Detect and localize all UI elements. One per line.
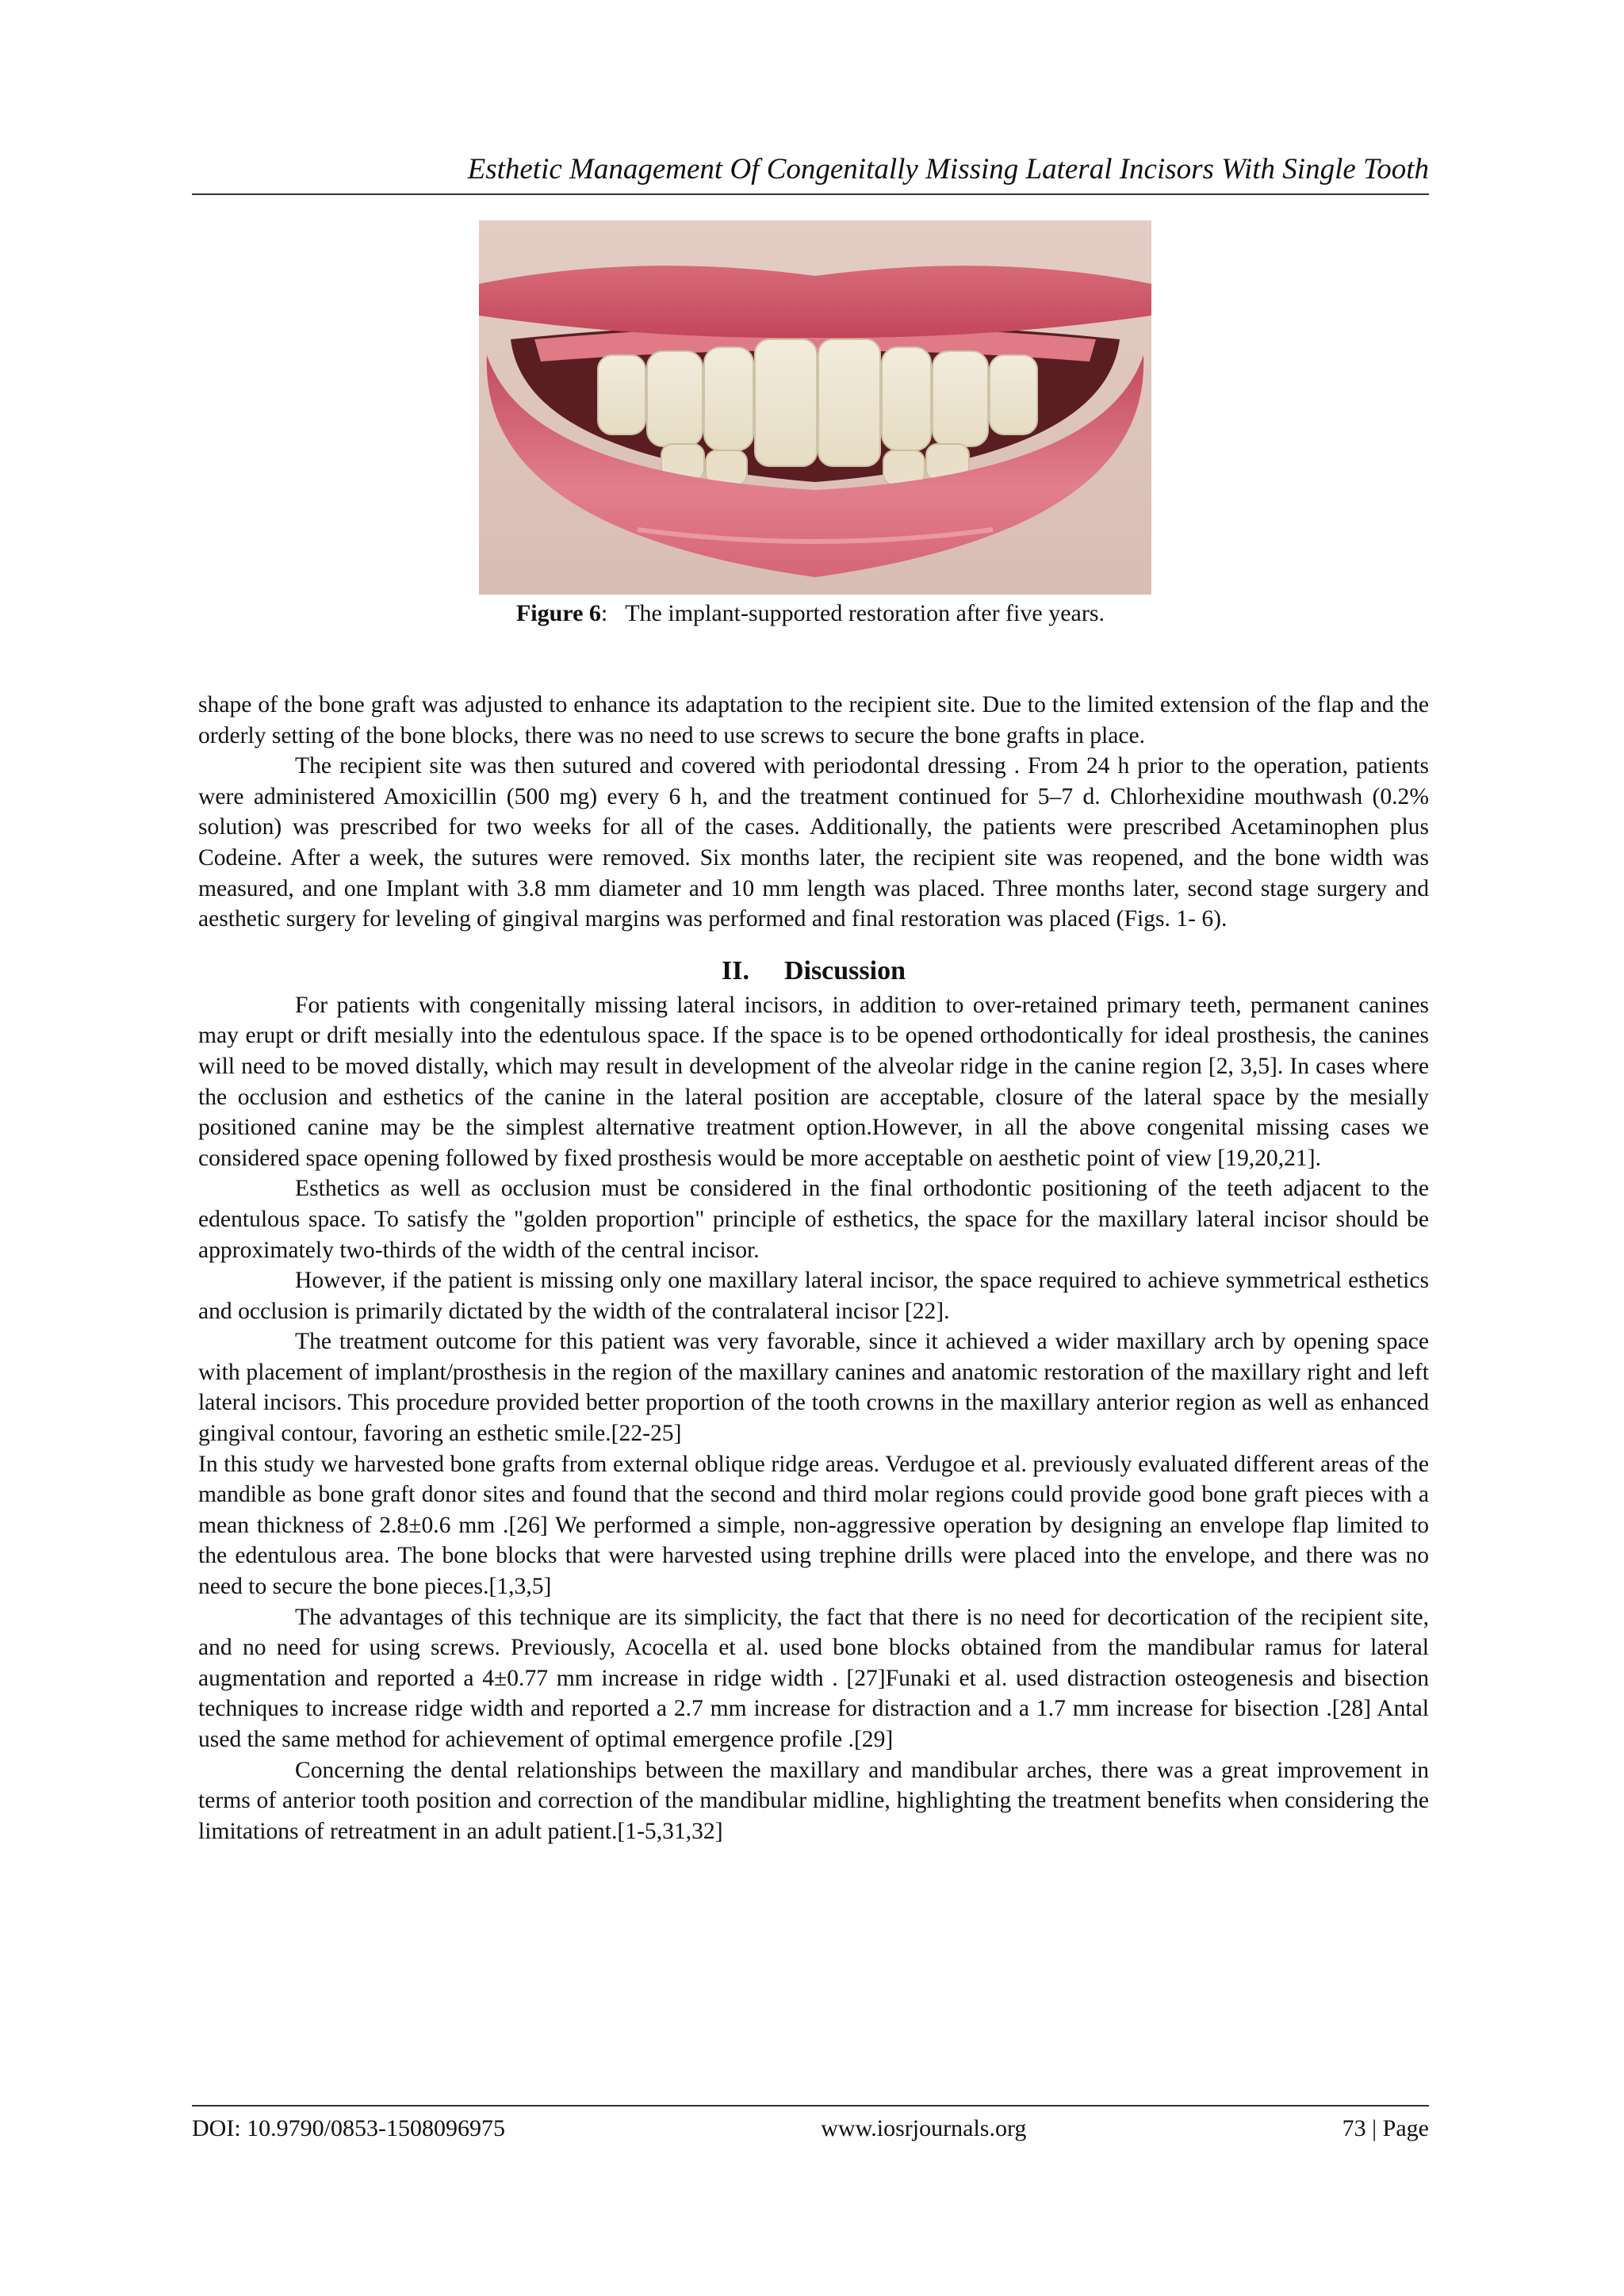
footer-doi: DOI: 10.9790/0853-1508096975	[192, 2115, 505, 2141]
footer-page-number: 73 | Page	[1342, 2115, 1429, 2141]
discussion-paragraph-5: In this study we harvested bone grafts from external oblique ridge areas. Verdugoe et al. previously evaluated different areas of the mandible as bone graft donor sites and found that the second and third molar regions could provide good bone graft pieces with a mean thickness of 2.8±0.6 mm .[26] We performed a simple, non-aggressive operation by designing an envelope flap limited to the edentulous area. The bone blocks that were harvested using trephine drills were placed into the envelope, and there was no need to secure the bone pieces.[1,3,5]	[198, 1451, 1429, 1600]
figure-6-photo	[479, 220, 1151, 595]
figure-caption-text: The implant-supported restoration after five years.	[625, 600, 1105, 626]
running-header	[192, 151, 1429, 195]
discussion-paragraph-2: Esthetics as well as occlusion must be considered in the final orthodontic positioning of the teeth adjacent to the edentulous space. To satisfy the "golden proportion" principle of esthetics, the space for the maxillary lateral incisor should be approximately two-thirds of the width of the central incisor.	[198, 1176, 1429, 1263]
discussion-paragraph-4: The treatment outcome for this patient was very favorable, since it achieved a wider maxillary arch by opening space with placement of implant/prosthesis in the region of the maxillary canines and anatomic restoration of the maxillary right and left lateral incisors. This procedure provided better proportion of the tooth crowns in the maxillary anterior region as well as enhanced gingival contour, favoring an esthetic smile.[22-25]	[198, 1329, 1429, 1447]
smile-photo-illustration	[479, 220, 1151, 595]
section-number: II.	[721, 955, 749, 985]
figure-label: Figure 6	[515, 600, 601, 626]
running-title: Esthetic Management Of Congenitally Missing Lateral Incisors With Single Tooth	[467, 153, 1429, 186]
discussion-paragraph-7: Concerning the dental relationships between the maxillary and mandibular arches, there was a great improvement in terms of anterior tooth position and correction of the mandibular midline, highlighting the treatment benefits when considering the limitations of retreatment in an adult patient.[1-5,31,32]	[198, 1757, 1429, 1844]
discussion-paragraph-3: However, if the patient is missing only one maxillary lateral incisor, the space required to achieve symmetrical esthetics and occlusion is primarily dictated by the width of the contralateral incisor [22].	[198, 1268, 1429, 1324]
discussion-paragraph-1: For patients with congenitally missing lateral incisors, in addition to over-retained primary teeth, permanent canines may erupt or drift mesially into the edentulous space. If the space is to be opened orthodontically for ideal prosthesis, the canines will need to be moved distally, which may result in development of the alveolar ridge in the canine region [2, 3,5]. In cases where the occlusion and esthetics of the canine in the lateral position are acceptable, closure of the lateral space by the mesially positioned canine may be the simplest alternative treatment option.However, in all the above congenital missing cases we considered space opening followed by fixed prosthesis would be more acceptable on aesthetic point of view [19,20,21].	[198, 992, 1429, 1171]
paragraph-methods: The recipient site was then sutured and covered with periodontal dressing . From 24 h prior to the operation, patients were administered Amoxicillin (500 mg) every 6 h, and the treatment continued for 5–7 d. Chlorhexidine mouthwash (0.2% solution) was prescribed for two weeks for all of the cases. Additionally, the patients were prescribed Acetaminophen plus Codeine. After a week, the sutures were removed. Six months later, the recipient site was reopened, and the bone width was measured, and one Implant with 3.8 mm diameter and 10 mm length was placed. Three months later, second stage surgery and aesthetic surgery for leveling of gingival margins was performed and final restoration was placed (Figs. 1- 6).	[198, 753, 1429, 932]
article-body	[198, 690, 1429, 1846]
section-heading	[198, 954, 1429, 989]
page-footer	[192, 2105, 1429, 2145]
section-title: Discussion	[783, 955, 906, 985]
paragraph-continuation: shape of the bone graft was adjusted to enhance its adaptation to the recipient site. Due to the limited extension of the flap and the orderly setting of the bone blocks, there was no need to use screws to secure the bone grafts in place.	[198, 692, 1429, 748]
figure-caption: Figure 6: The implant-supported restoration after five years.	[515, 600, 1105, 626]
footer-site: www.iosrjournals.org	[821, 2115, 1027, 2141]
discussion-paragraph-6: The advantages of this technique are its simplicity, the fact that there is no need for decortication of the recipient site, and no need for using screws. Previously, Acocella et al. used bone blocks obtained from the mandibular ramus for lateral augmentation and reported a 4±0.77 mm increase in ridge width . [27]Funaki et al. used distraction osteogenesis and bisection techniques to increase ridge width and reported a 2.7 mm increase for distraction and a 1.7 mm increase for bisection .[28] Antal used the same method for achievement of optimal emergence profile .[29]	[198, 1604, 1429, 1752]
